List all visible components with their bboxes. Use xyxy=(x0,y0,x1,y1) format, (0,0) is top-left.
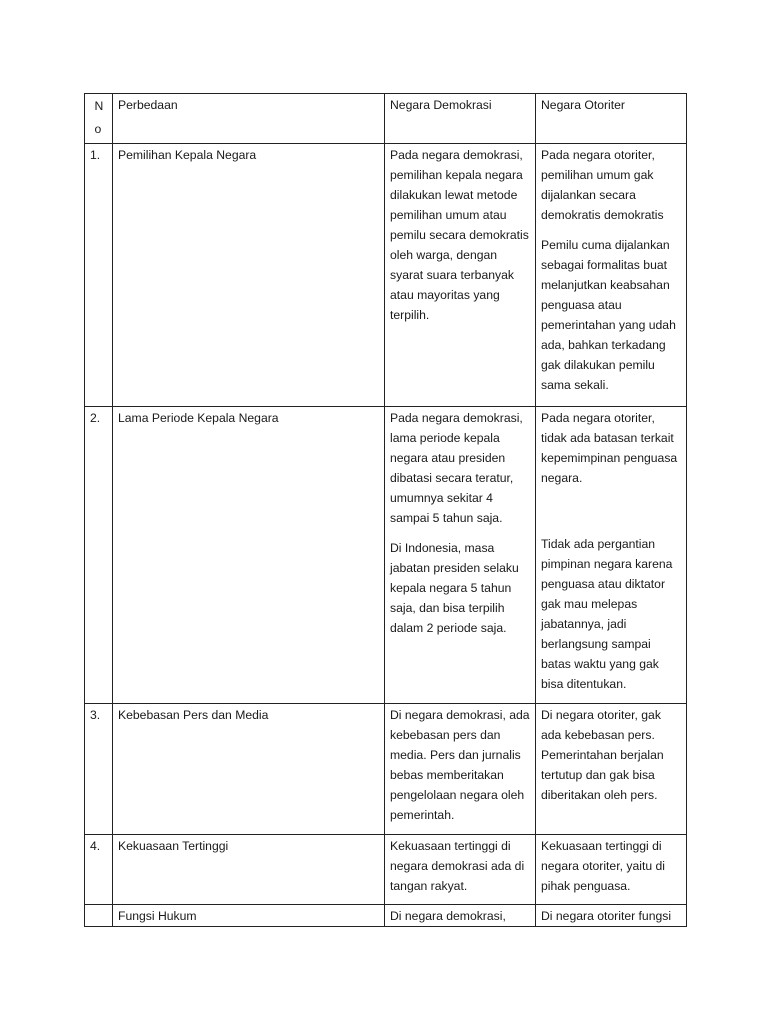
cell-paragraph: Di Indonesia, masa jabatan presiden selaku kepala negara 5 tahun saja, dan bisa terpilih dalam 2 periode saja. xyxy=(390,541,519,635)
cell-paragraph: Pada negara otoriter, tidak ada batasan terkait kepemimpinan penguasa negara. xyxy=(541,411,678,485)
row-otoriter xyxy=(536,835,687,905)
cell-paragraph: Di negara otoriter, gak ada kebebasan pers. Pemerintahan berjalan tertutup dan gak bisa diberitakan oleh pers. xyxy=(541,708,664,802)
comparison-table xyxy=(84,93,687,927)
cell-paragraph: Kekuasaan tertinggi di negara otoriter, yaitu di pihak penguasa. xyxy=(541,839,665,893)
row-perbedaan: Lama Periode Kepala Negara xyxy=(113,407,385,704)
row-perbedaan: Pemilihan Kepala Negara xyxy=(113,144,385,407)
row-perbedaan: Fungsi Hukum xyxy=(113,905,385,927)
cell-paragraph: Pemilu cuma dijalankan sebagai formalitas buat melanjutkan keabsahan penguasa atau pemerintahan yang udah ada, bahkan terkadang gak dilakukan pemilu sama sekali. xyxy=(541,238,676,392)
header-demokrasi: Negara Demokrasi xyxy=(385,94,536,144)
table-row xyxy=(85,835,687,905)
cell-paragraph: Pada negara otoriter, pemilihan umum gak dijalankan secara demokratis demokratis xyxy=(541,148,664,222)
cell-paragraph: Pada negara demokrasi, lama periode kepala negara atau presiden dibatasi secara teratur, umumnya sekitar 4 sampai 5 tahun saja. xyxy=(390,411,523,525)
cell-paragraph: Tidak ada pergantian pimpinan negara karena penguasa atau diktator gak mau melepas jabatannya, jadi berlangsung sampai batas waktu yang gak bisa ditentukan. xyxy=(541,537,673,691)
row-perbedaan: Kekuasaan Tertinggi xyxy=(113,835,385,905)
cell-paragraph: Di negara demokrasi, ada kebebasan pers dan media. Pers dan jurnalis bebas memberitakan pengelolaan negara oleh pemerintah. xyxy=(390,708,530,822)
table-row xyxy=(85,905,687,927)
header-no xyxy=(85,94,113,144)
cell-paragraph: Di negara otoriter fungsi xyxy=(541,909,672,923)
row-number: 2. xyxy=(85,407,113,704)
row-number: 1. xyxy=(85,144,113,407)
row-perbedaan: Kebebasan Pers dan Media xyxy=(113,704,385,835)
table-row xyxy=(85,704,687,835)
row-number: 4. xyxy=(85,835,113,905)
row-otoriter xyxy=(536,704,687,835)
row-demokrasi xyxy=(385,905,536,927)
row-otoriter xyxy=(536,407,687,704)
row-otoriter xyxy=(536,905,687,927)
header-perbedaan: Perbedaan xyxy=(113,94,385,144)
cell-paragraph: Pada negara demokrasi, pemilihan kepala negara dilakukan lewat metode pemilihan umum atau pemilu secara demokratis oleh warga, dengan syarat suara terbanyak atau mayoritas yang terpilih. xyxy=(390,148,529,322)
row-demokrasi xyxy=(385,835,536,905)
cell-paragraph: Di negara demokrasi, xyxy=(390,909,506,923)
row-number xyxy=(85,905,113,927)
table-header-row xyxy=(85,94,687,144)
row-number: 3. xyxy=(85,704,113,835)
row-demokrasi xyxy=(385,407,536,704)
table-row xyxy=(85,407,687,704)
cell-paragraph: Kekuasaan tertinggi di negara demokrasi ada di tangan rakyat. xyxy=(390,839,525,893)
table-row xyxy=(85,144,687,407)
header-no-text: No xyxy=(94,99,104,136)
row-demokrasi xyxy=(385,144,536,407)
row-demokrasi xyxy=(385,704,536,835)
row-otoriter xyxy=(536,144,687,407)
header-otoriter: Negara Otoriter xyxy=(536,94,687,144)
